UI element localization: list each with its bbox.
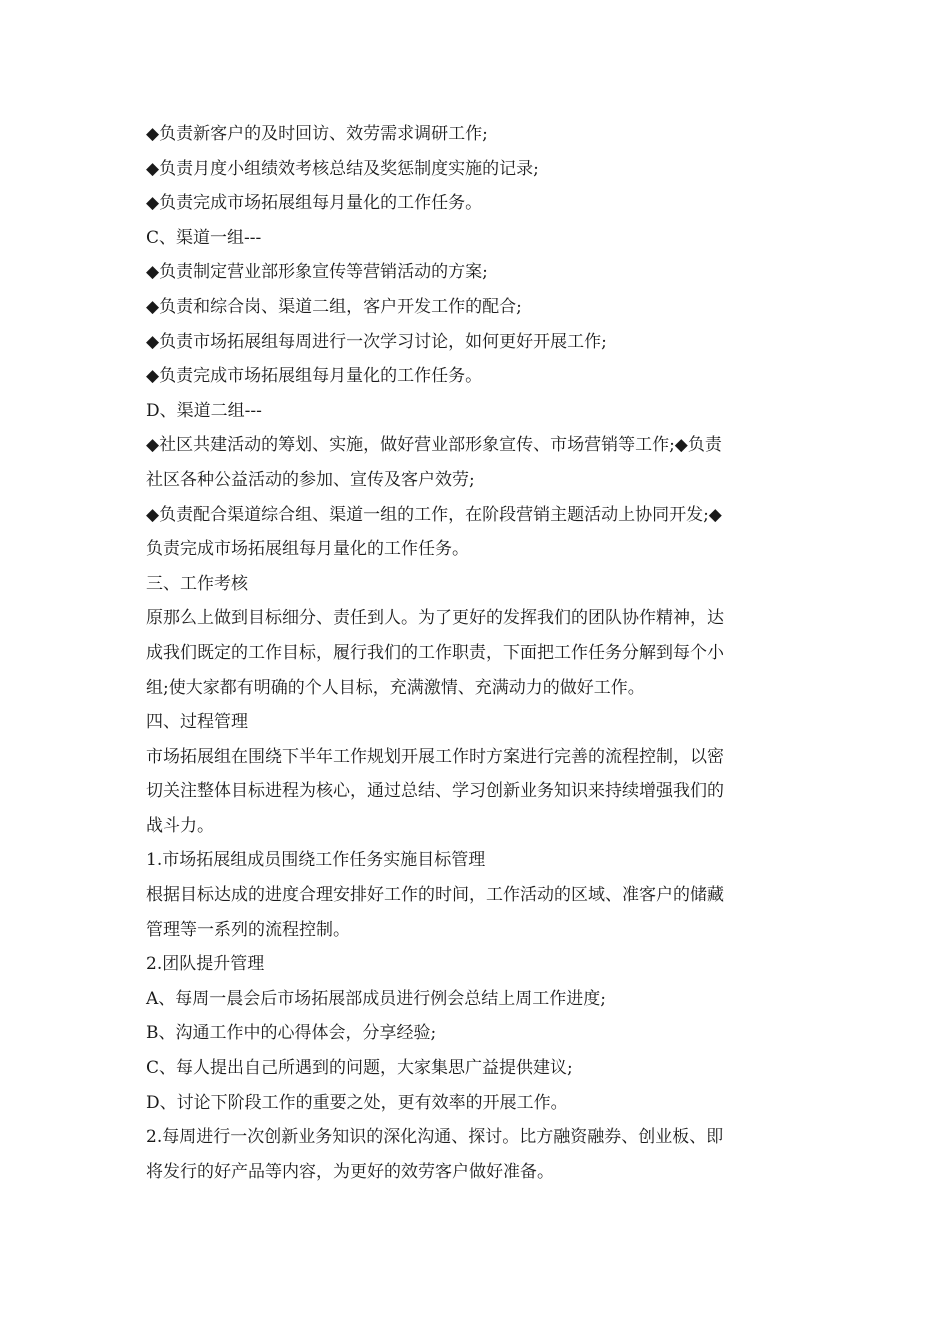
text-line: 将发行的好产品等内容，为更好的效劳客户做好准备。 [146, 1161, 554, 1182]
text-line: ◆负责新客户的及时回访、效劳需求调研工作; [146, 124, 488, 144]
text-line: ◆负责制定营业部形象宣传等营销活动的方案; [146, 262, 488, 283]
text-line: ◆负责市场拓展组每周进行一次学习讨论，如何更好开展工作; [146, 331, 607, 352]
document-body [146, 117, 816, 1189]
section-heading: 四、过程管理 [146, 712, 248, 733]
subsection-heading: 2.团队提升管理 [146, 954, 265, 975]
subsection-heading: 1.市场拓展组成员围绕工作任务实施目标管理 [146, 850, 486, 871]
text-line: ◆负责完成市场拓展组每月量化的工作任务。 [146, 193, 483, 214]
text-line: 管理等一系列的流程控制。 [146, 919, 350, 940]
section-heading: D、渠道二组--- [146, 400, 262, 421]
text-line: ◆负责完成市场拓展组每月量化的工作任务。 [146, 366, 483, 387]
text-line: 根据目标达成的进度合理安排好工作的时间，工作活动的区域、准客户的储藏 [146, 885, 724, 906]
text-line: 市场拓展组在围绕下半年工作规划开展工作时方案进行完善的流程控制，以密 [146, 746, 724, 767]
text-line: 社区各种公益活动的参加、宣传及客户效劳; [146, 469, 475, 490]
text-line: 2.每周进行一次创新业务知识的深化沟通、探讨。比方融资融券、创业板、即 [146, 1127, 724, 1148]
section-heading: C、渠道一组--- [146, 227, 262, 248]
text-line: B、沟通工作中的心得体会，分享经验; [146, 1023, 437, 1044]
section-heading: 三、工作考核 [146, 573, 248, 594]
text-line: C、每人提出自己所遇到的问题，大家集思广益提供建议; [146, 1058, 573, 1079]
text-line: 战斗力。 [146, 815, 214, 836]
text-line: 组;使大家都有明确的个人目标，充满激情、充满动力的做好工作。 [146, 677, 645, 698]
text-line: 原那么上做到目标细分、责任到人。为了更好的发挥我们的团队协作精神，达 [146, 608, 724, 629]
text-line: A、每周一晨会后市场拓展部成员进行例会总结上周工作进度; [146, 988, 607, 1009]
text-line: D、讨论下阶段工作的重要之处，更有效率的开展工作。 [146, 1092, 568, 1113]
text-line: ◆负责和综合岗、渠道二组，客户开发工作的配合; [146, 296, 522, 317]
text-line: 成我们既定的工作目标，履行我们的工作职责，下面把工作任务分解到每个小 [146, 642, 724, 663]
text-line: 负责完成市场拓展组每月量化的工作任务。 [146, 539, 469, 560]
text-line: ◆负责月度小组绩效考核总结及奖惩制度实施的记录; [146, 158, 539, 179]
text-line: 切关注整体目标进程为核心，通过总结、学习创新业务知识来持续增强我们的 [146, 781, 724, 802]
text-line: ◆社区共建活动的筹划、实施，做好营业部形象宣传、市场营销等工作;◆负责 [146, 435, 722, 456]
text-line: ◆负责配合渠道综合组、渠道一组的工作，在阶段营销主题活动上协同开发;◆ [146, 504, 722, 525]
